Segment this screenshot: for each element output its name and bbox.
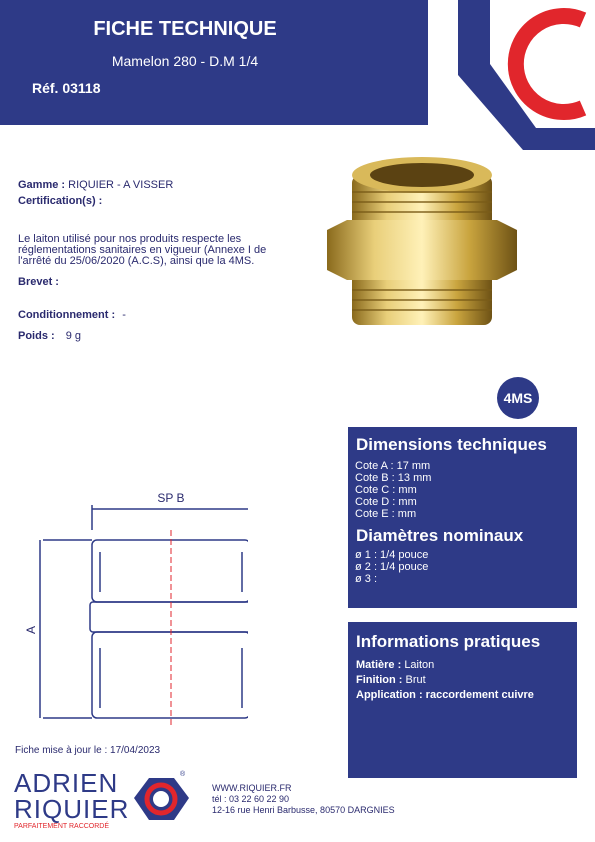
nominal-line: ø 3 : xyxy=(355,573,378,585)
dimension-line: Cote D : mm xyxy=(355,496,417,508)
address: 12-16 rue Henri Barbusse, 80570 DARGNIES xyxy=(212,805,395,815)
brand-line1: ADRIEN xyxy=(14,768,119,798)
brevet-row xyxy=(18,276,59,288)
dimension-line: Cote A : 17 mm xyxy=(355,460,431,472)
poids-value: 9 g xyxy=(65,330,82,342)
poids-label: Poids : xyxy=(18,330,55,342)
nominal-line: ø 1 : 1/4 pouce xyxy=(355,549,429,561)
website-link[interactable]: WWW.RIQUIER.FR xyxy=(212,783,292,793)
practical-title: Informations pratiques xyxy=(356,632,541,651)
riquier-corner-logo-icon xyxy=(428,0,595,150)
page-title: FICHE TECHNIQUE xyxy=(93,18,277,40)
conditionnement-value: - xyxy=(122,309,126,321)
header-banner xyxy=(0,0,428,125)
brand-tagline: PARFAITEMENT RACCORDÉ xyxy=(14,823,110,830)
4ms-badge-text: 4MS xyxy=(503,390,533,406)
dimensions-title: Dimensions techniques xyxy=(356,435,547,454)
finition-label: Finition : xyxy=(356,674,403,686)
finition-row xyxy=(356,673,577,688)
finition-value: Brut xyxy=(405,674,426,686)
4ms-badge-icon xyxy=(496,376,540,420)
dimension-line: Cote E : mm xyxy=(355,508,417,520)
nominal-line: ø 2 : 1/4 pouce xyxy=(355,561,429,573)
gamme-label: Gamme : xyxy=(18,179,66,191)
dimension-line: Cote B : 13 mm xyxy=(355,472,432,484)
technical-drawing xyxy=(18,480,248,730)
update-date: Fiche mise à jour le : 17/04/2023 xyxy=(15,745,161,756)
registered-mark: ® xyxy=(180,771,186,778)
gamme-row xyxy=(18,179,173,191)
drawing-label-a: A xyxy=(24,625,38,635)
conditionnement-row xyxy=(18,309,126,321)
dimensions-panel xyxy=(348,427,577,608)
product-photo xyxy=(322,150,522,350)
matiere-label: Matière : xyxy=(356,659,402,671)
application-value: raccordement cuivre xyxy=(425,689,534,701)
product-subtitle: Mamelon 280 - D.M 1/4 xyxy=(111,53,259,69)
certification-label: Certification(s) : xyxy=(18,195,103,207)
nominal-title: Diamètres nominaux xyxy=(356,526,524,545)
product-reference: Réf. 03118 xyxy=(32,80,101,96)
practical-info-panel xyxy=(348,622,577,778)
adrien-riquier-logo xyxy=(14,768,194,832)
application-row xyxy=(356,688,577,703)
drawing-label-spb: SP B xyxy=(157,491,185,505)
conditionnement-label: Conditionnement : xyxy=(18,309,116,321)
matiere-row xyxy=(356,658,577,673)
poids-row xyxy=(18,330,81,342)
material-description: Le laiton utilisé pour nos produits respecte les réglementations sanitaires en vigueur (Annexe I de l'arrêté du 25/06/2020 (A.C.S), ainsi que la 4MS. xyxy=(18,233,267,267)
footer-contact xyxy=(212,783,395,816)
application-label: Application : xyxy=(356,689,423,701)
brevet-label: Brevet : xyxy=(18,276,59,288)
certification-row xyxy=(18,195,102,207)
phone-number: tél : 03 22 60 22 90 xyxy=(212,794,290,804)
dimension-line: Cote C : mm xyxy=(355,484,417,496)
brand-line2: RIQUIER xyxy=(14,794,130,824)
gamme-value: RIQUIER - A VISSER xyxy=(68,179,174,191)
matiere-value: Laiton xyxy=(404,659,435,671)
